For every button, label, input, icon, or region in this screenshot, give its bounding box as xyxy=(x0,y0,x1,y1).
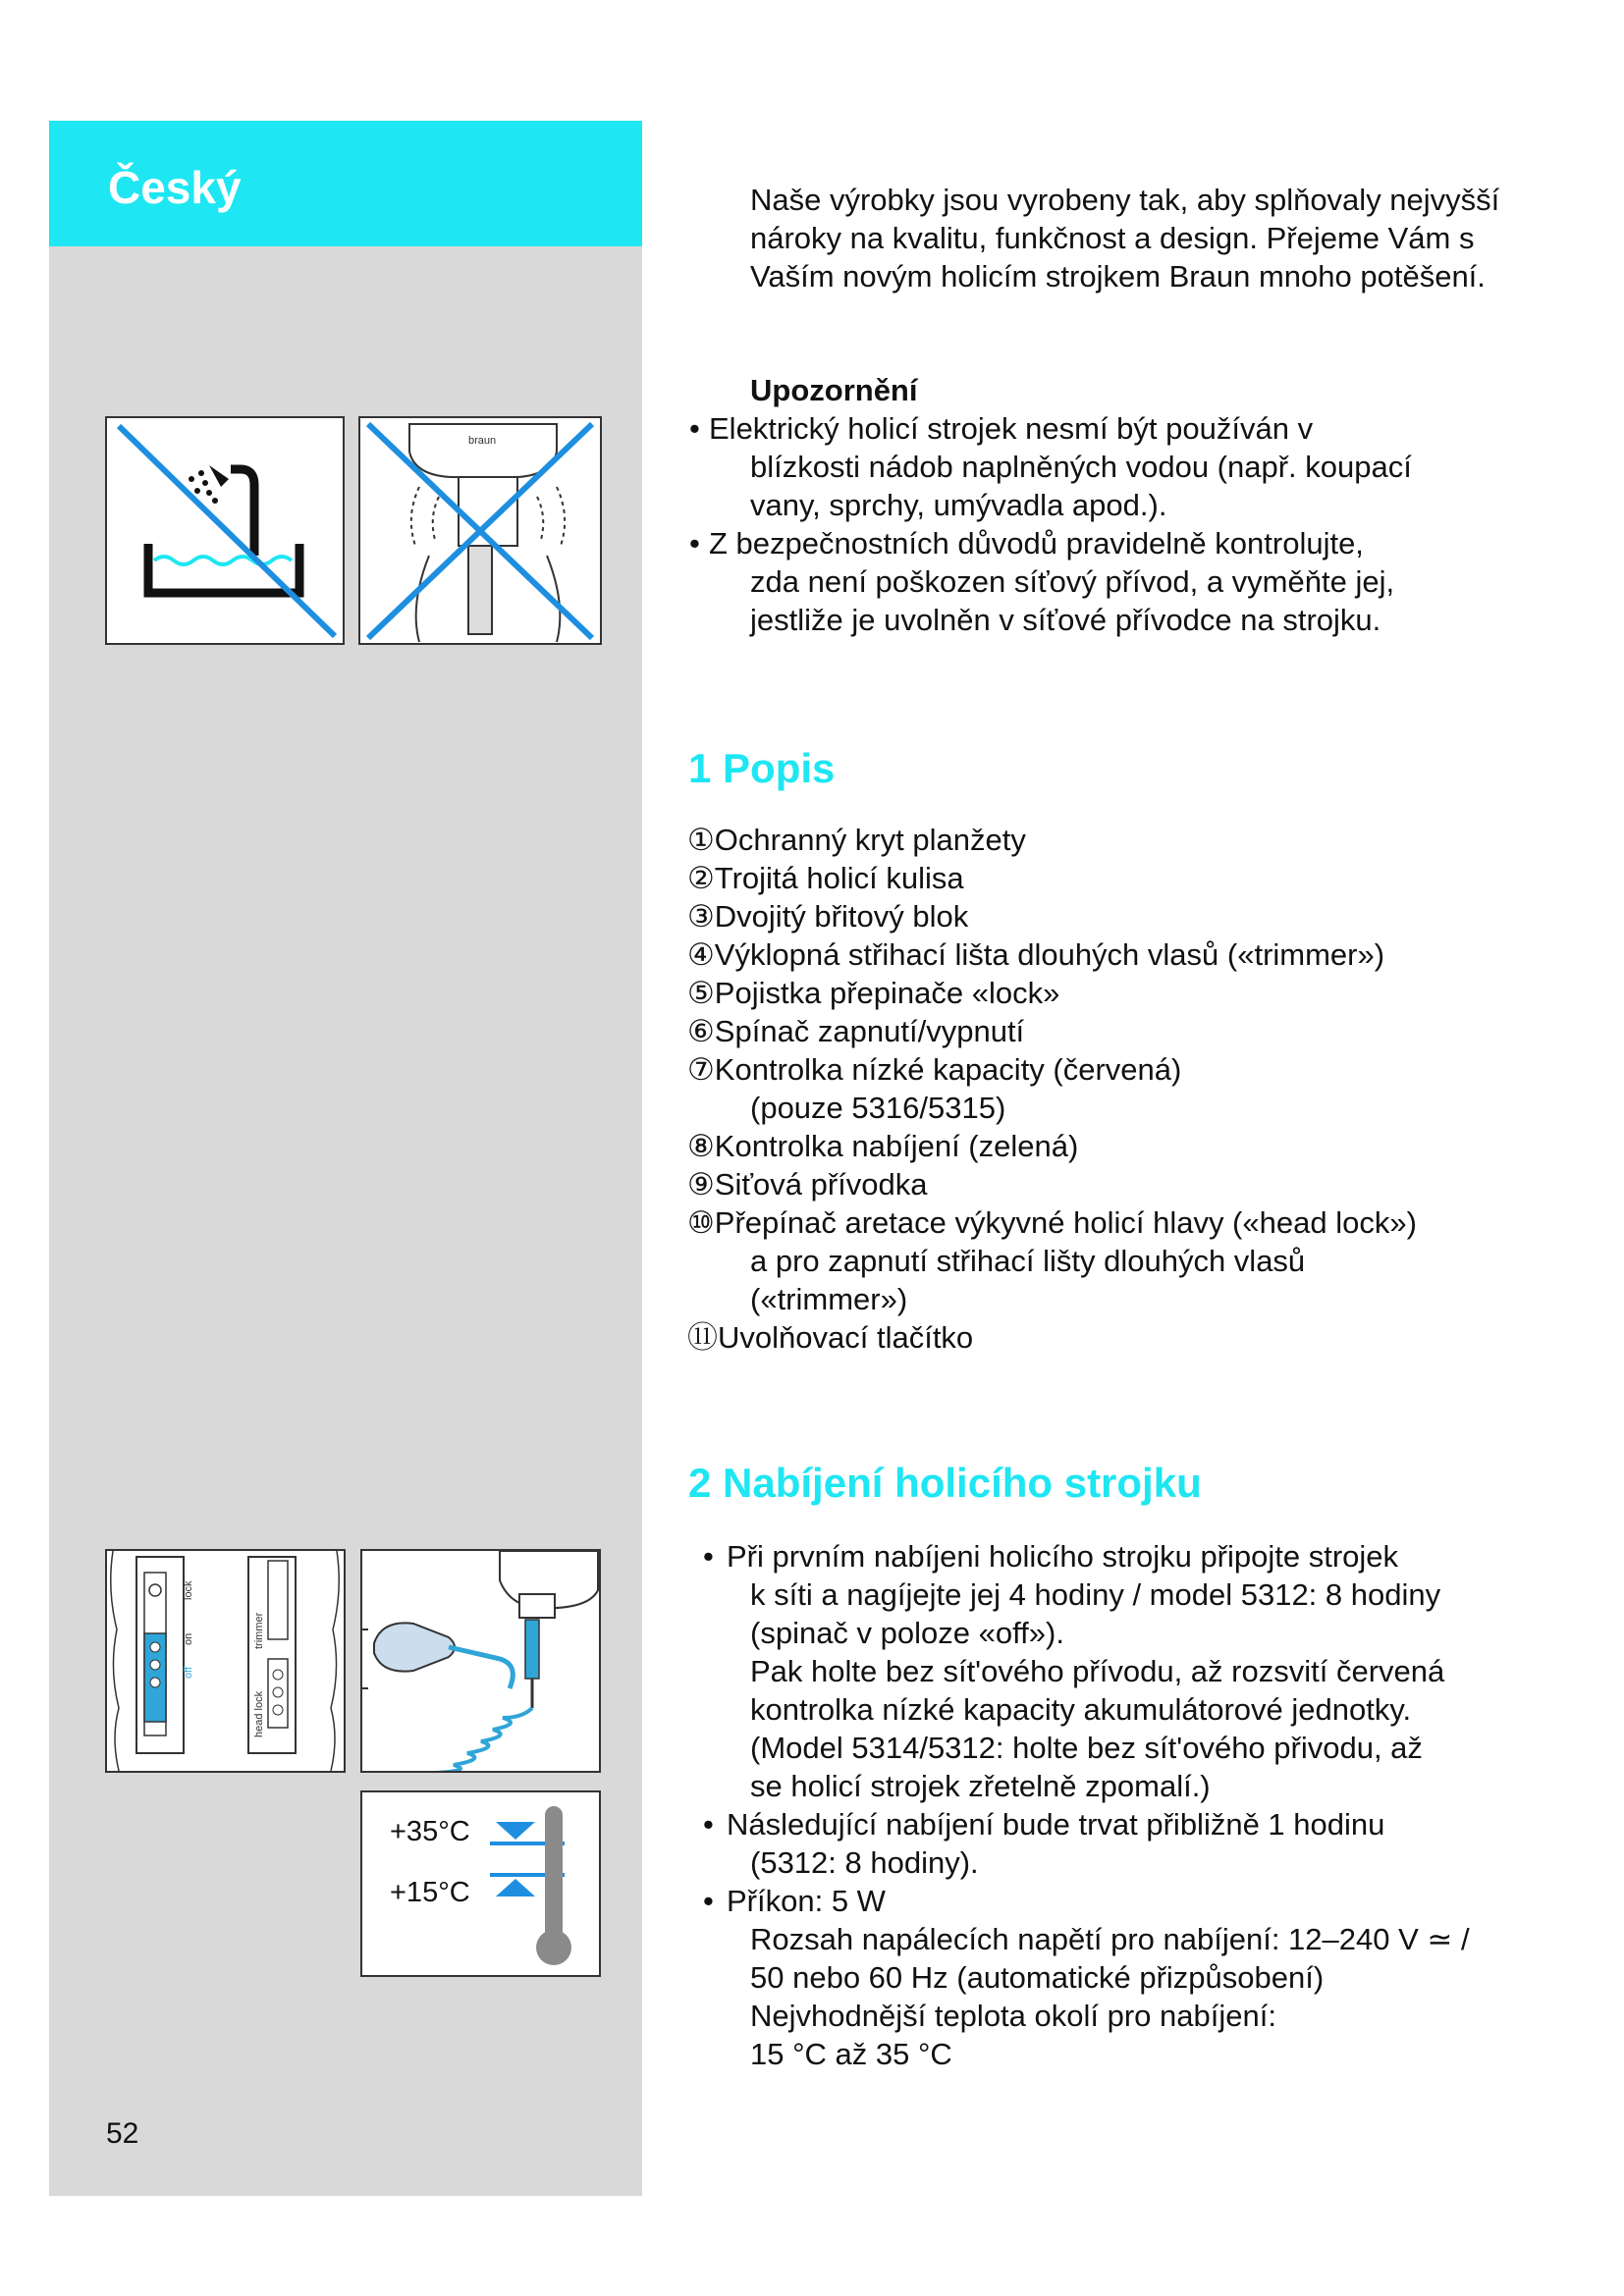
part-item: ①Ochranný kryt planžety xyxy=(687,823,1026,857)
charging-line: (spinač v poloze «off»). xyxy=(750,1616,1064,1650)
on-label: on xyxy=(183,1632,194,1645)
part-item: ⑤Pojistka přepinače «lock» xyxy=(687,976,1060,1010)
charging-line: k síti a nagíjejte jej 4 hodiny / model 5312: 8 hodiny xyxy=(750,1577,1441,1612)
charging-line: (5312: 8 hodiny). xyxy=(750,1845,979,1880)
parts-list xyxy=(687,821,1571,1357)
switch-panel-figure xyxy=(105,1549,346,1773)
charging-line: (Model 5314/5312: holte bez sít'ového přivodu, až xyxy=(750,1731,1423,1765)
part-item-cont: (pouze 5316/5315) xyxy=(750,1091,1006,1125)
charging-instructions xyxy=(687,1537,1571,2073)
charging-line: Rozsah napálecích napětí pro nabíjení: 12–240 V ≃ / xyxy=(750,1922,1470,1956)
part-item: ④Výklopná střihací lišta dlouhých vlasů («trimmer») xyxy=(687,937,1385,972)
arrow-up-icon xyxy=(496,1879,535,1896)
warning-line: blízkosti nádob naplněných vodou (např. koupací xyxy=(750,450,1412,484)
warning-line: vany, sprchy, umývadla apod.). xyxy=(750,488,1167,522)
no-shower-figure xyxy=(358,416,602,645)
part-item-cont: a pro zapnutí střihací lišty dlouhých vlasů xyxy=(750,1244,1306,1278)
warning-line: jestliže je uvolněn v síťové přívodce na strojku. xyxy=(750,603,1381,637)
part-item: ⑪Uvolňovací tlačítko xyxy=(687,1320,974,1355)
warning-line: zda není poškozen síťový přívod, a vyměňte jej, xyxy=(750,564,1395,599)
charging-line: 15 °C až 35 °C xyxy=(750,2037,952,2071)
part-item-cont: («trimmer») xyxy=(750,1282,908,1316)
lock-label: lock xyxy=(183,1580,194,1600)
charging-cord-figure xyxy=(360,1549,601,1773)
charging-bullet: • Příkon: 5 W xyxy=(703,1884,886,1918)
charging-line: Pak holte bez sít'ového přívodu, až rozsvití červená xyxy=(750,1654,1445,1688)
intro-paragraph: Naše výrobky jsou vyrobeny tak, aby splňovaly nejvyšší nároky na kvalitu, funkčnost a design. Přejeme Vám s Vaším novým holicím strojkem Braun mnoho potěšení. xyxy=(750,183,1500,294)
no-bath-figure xyxy=(105,416,345,645)
warning-item: • Elektrický holicí strojek nesmí být používán v xyxy=(689,411,1314,446)
charging-line: se holicí strojek zřetelně zpomalí.) xyxy=(750,1769,1211,1803)
charging-line: 50 nebo 60 Hz (automatické přizpůsobení) xyxy=(750,1960,1325,1995)
charging-line: Nejvhodnější teplota okolí pro nabíjení: xyxy=(750,1999,1276,2033)
charging-line: kontrolka nízké kapacity akumulátorové jednotky. xyxy=(750,1692,1412,1727)
part-item: ⑧Kontrolka nabíjení (zelená) xyxy=(687,1129,1079,1163)
head-lock-label: head lock xyxy=(253,1690,265,1737)
part-item: ⑩Přepínač aretace výkyvné holicí hlavy («head lock») xyxy=(687,1205,1417,1240)
off-label: off xyxy=(183,1666,194,1679)
warning-title: Upozornění xyxy=(750,373,918,407)
part-item: ⑨Siťová přívodka xyxy=(687,1167,928,1201)
temp-low-label: +15°C xyxy=(390,1877,470,1908)
temp-high-label: +35°C xyxy=(390,1816,470,1847)
page-number: 52 xyxy=(106,2117,139,2150)
intro-block xyxy=(687,181,1571,295)
warning-block xyxy=(687,371,1571,639)
section-1-title: 1 Popis xyxy=(688,745,836,791)
part-item: ③Dvojitý břitový blok xyxy=(687,899,969,934)
trimmer-label: trimmer xyxy=(253,1612,265,1649)
charging-bullet: • Následující nabíjení bude trvat přibližně 1 hodinu xyxy=(703,1807,1385,1842)
part-item: ⑦Kontrolka nízké kapacity (červená) xyxy=(687,1052,1182,1087)
section-2-title: 2 Nabíjení holicího strojku xyxy=(688,1460,1202,1506)
language-title: Český xyxy=(108,162,242,213)
part-item: ⑥Spínač zapnutí/vypnutí xyxy=(687,1014,1025,1048)
charging-bullet: • Při prvním nabíjeni holicího strojku připojte strojek xyxy=(703,1539,1399,1574)
arrow-down-icon xyxy=(496,1822,535,1840)
warning-item: • Z bezpečnostních důvodů pravidelně kontrolujte, xyxy=(689,526,1364,561)
part-item: ②Trojitá holicí kulisa xyxy=(687,861,964,895)
brand-mark: braun xyxy=(468,435,497,447)
thermometer-figure xyxy=(360,1790,601,1977)
